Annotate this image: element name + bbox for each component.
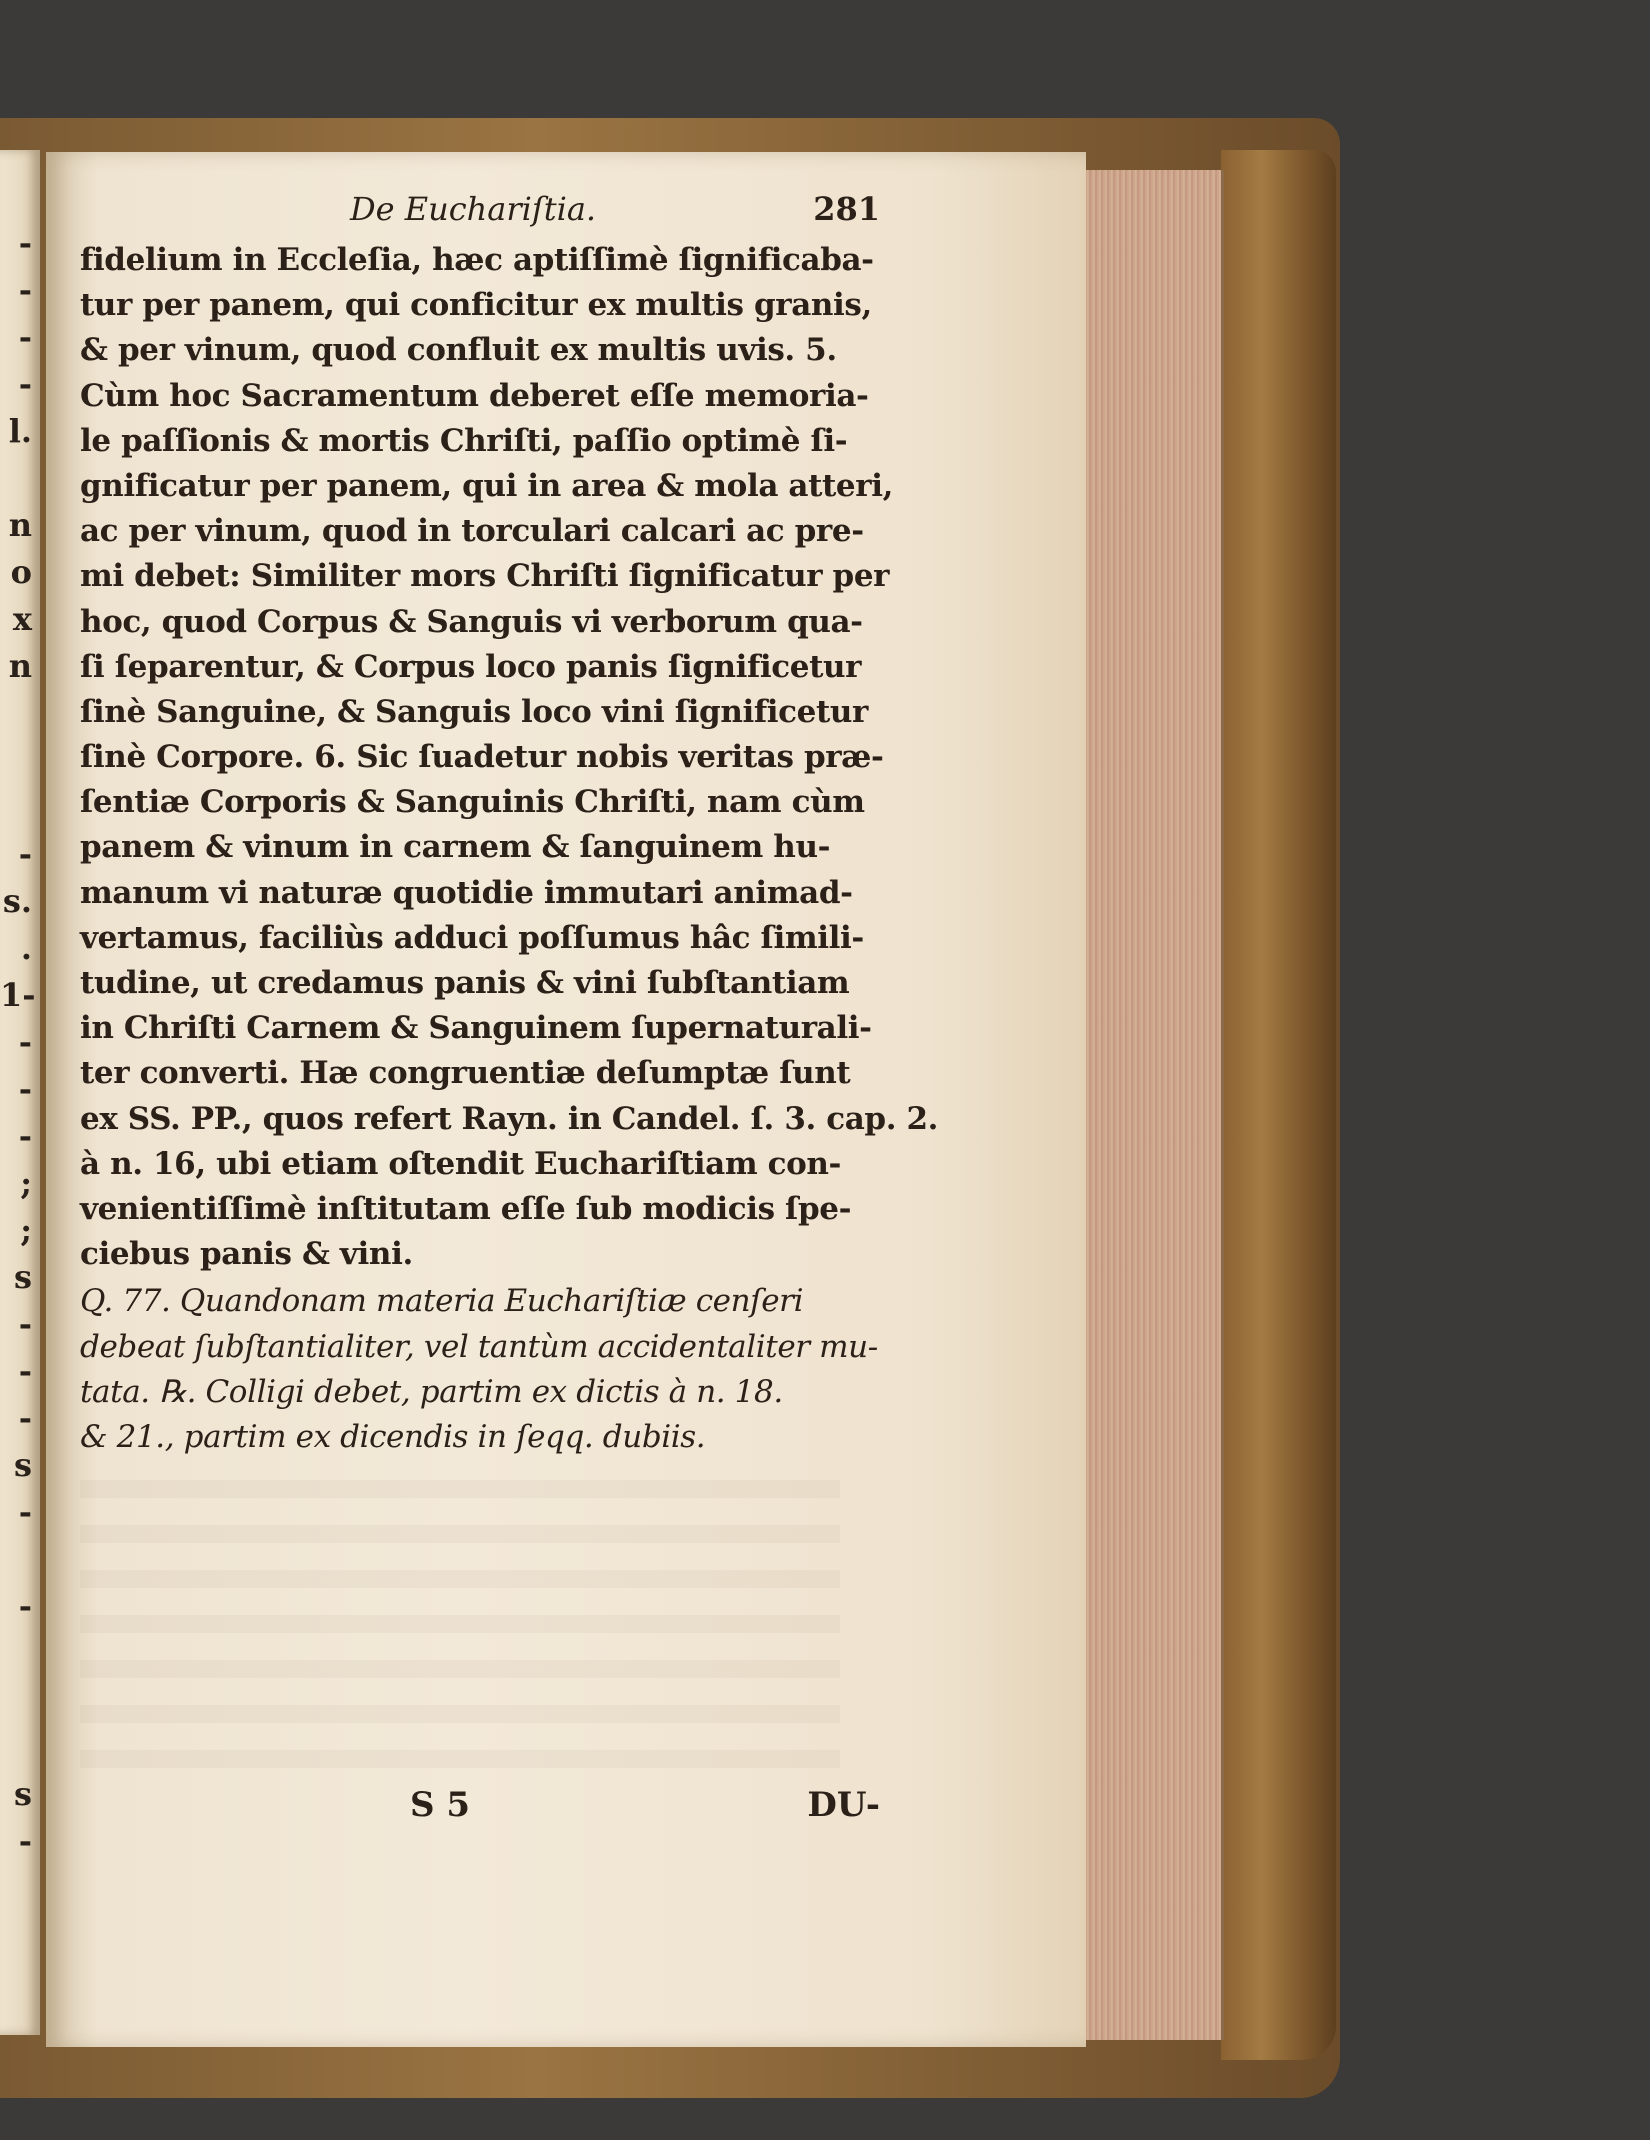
cover-edge <box>1221 150 1336 2060</box>
left-fragment <box>0 1536 36 1583</box>
text-line: ac per vinum, quod in torculari calcari ac pre- <box>80 513 864 550</box>
page-number: 281 <box>813 190 880 228</box>
left-fragment <box>0 1677 36 1724</box>
page-footer <box>80 1785 880 1835</box>
text-line: ter converti. Hæ congruentiæ deſumptæ ſunt <box>80 1055 851 1092</box>
text-line: in Chriſti Carnem & Sanguinem ſupernaturali- <box>80 1010 872 1047</box>
left-fragment: - <box>18 1305 32 1343</box>
text-line: vertamus, faciliùs adduci poſſumus hâc ſimili- <box>80 919 864 956</box>
text-line: à n. 16, ubi etiam oſtendit Euchariſtiam con- <box>80 1145 842 1182</box>
show-through-text <box>80 1480 840 1780</box>
left-fragment: s <box>13 1258 32 1296</box>
text-line: tudine, ut credamus panis & vini ſubſtantiam <box>80 965 850 1001</box>
left-fragment <box>0 784 36 831</box>
text-line: manum vi naturæ quotidie immutari animad- <box>80 874 853 911</box>
page-fore-edge <box>1086 170 1224 2040</box>
left-fragment: - <box>18 1070 32 1108</box>
text-line: venientiſſimè inſtitutam eſſe ſub modicis ſpe- <box>80 1190 852 1227</box>
left-fragment <box>0 455 36 502</box>
text-line: & 21., partim ex dicendis in ſeqq. dubiis. <box>80 1418 706 1455</box>
left-fragment: . <box>20 929 32 967</box>
text-line: le paſſionis & mortis Chriſti, paſſio optimè ſi- <box>80 422 848 459</box>
text-line: gnificatur per panem, qui in area & mola atteri, <box>80 467 893 504</box>
left-fragment: - <box>18 318 32 356</box>
signature-mark: S 5 <box>410 1785 471 1825</box>
left-fragment: - <box>18 271 32 309</box>
left-fragment: s. <box>2 882 32 920</box>
left-fragment: - <box>18 1352 32 1390</box>
left-fragment: - <box>18 1023 32 1061</box>
text-line: tur per panem, qui conficitur ex multis granis, <box>80 287 872 324</box>
left-fragment: x <box>12 600 32 638</box>
text-line: tata. ℞. Colligi debet, partim ex dictis à n. 18. <box>80 1373 783 1410</box>
left-fragment: - <box>18 1493 32 1531</box>
left-fragment <box>0 1724 36 1771</box>
text-line: Cùm hoc Sacramentum deberet eſſe memoria- <box>80 377 869 414</box>
left-fragment: - <box>18 1399 32 1437</box>
running-title: De Euchariſtia. <box>350 190 597 228</box>
catchword: DU- <box>807 1785 880 1825</box>
text-line: Q. 77. Quandonam materia Euchariſtiæ cenſeri <box>80 1283 804 1320</box>
text-line: panem & vinum in carnem & ſanguinem hu- <box>80 829 831 866</box>
left-fragment <box>0 690 36 737</box>
left-fragment: o <box>10 553 32 591</box>
left-fragment: l. <box>8 412 32 450</box>
text-line: ex SS. PP., quos refert Rayn. in Candel. ſ. 3. cap. 2. <box>80 1100 939 1137</box>
body-paragraph <box>80 238 939 1277</box>
page-text <box>80 190 939 1460</box>
question-paragraph <box>80 1279 880 1460</box>
left-fragment: n <box>8 647 32 685</box>
left-fragment <box>0 1630 36 1677</box>
text-line: ſinè Sanguine, & Sanguis loco vini ſignificetur <box>80 693 868 730</box>
text-line: fidelium in Eccleſia, hæc aptiſſimè ſignificaba- <box>80 242 874 278</box>
left-page-fragments <box>0 220 36 1860</box>
left-fragment: - <box>18 1822 32 1860</box>
left-fragment: - <box>18 835 32 873</box>
text-line: & per vinum, quod confluit ex multis uvis. 5. <box>80 332 837 369</box>
left-fragment: - <box>18 365 32 403</box>
left-fragment: - <box>18 1587 32 1625</box>
text-line: debeat ſubſtantialiter, vel tantùm accidentaliter mu- <box>80 1328 878 1365</box>
left-fragment: ; <box>20 1211 32 1249</box>
text-line: ſinè Corpore. 6. Sic ſuadetur nobis veritas præ- <box>80 739 884 776</box>
text-line: hoc, quod Corpus & Sanguis vi verborum qua- <box>80 603 863 640</box>
left-fragment: - <box>18 1117 32 1155</box>
text-line: mi debet: Similiter mors Chriſti ſignificatur per <box>80 558 890 595</box>
left-fragment: s <box>13 1775 32 1813</box>
left-fragment <box>0 737 36 784</box>
left-fragment: 1- <box>0 976 36 1014</box>
left-fragment: ; <box>20 1164 32 1202</box>
left-fragment: s <box>13 1446 32 1484</box>
left-fragment: - <box>18 224 32 262</box>
text-line: ſentiæ Corporis & Sanguinis Chriſti, nam cùm <box>80 784 865 821</box>
text-line: ſi ſeparentur, & Corpus loco panis ſignificetur <box>80 648 862 685</box>
left-fragment: n <box>8 506 32 544</box>
running-header <box>80 190 880 236</box>
text-line: ciebus panis & vini. <box>80 1236 413 1273</box>
